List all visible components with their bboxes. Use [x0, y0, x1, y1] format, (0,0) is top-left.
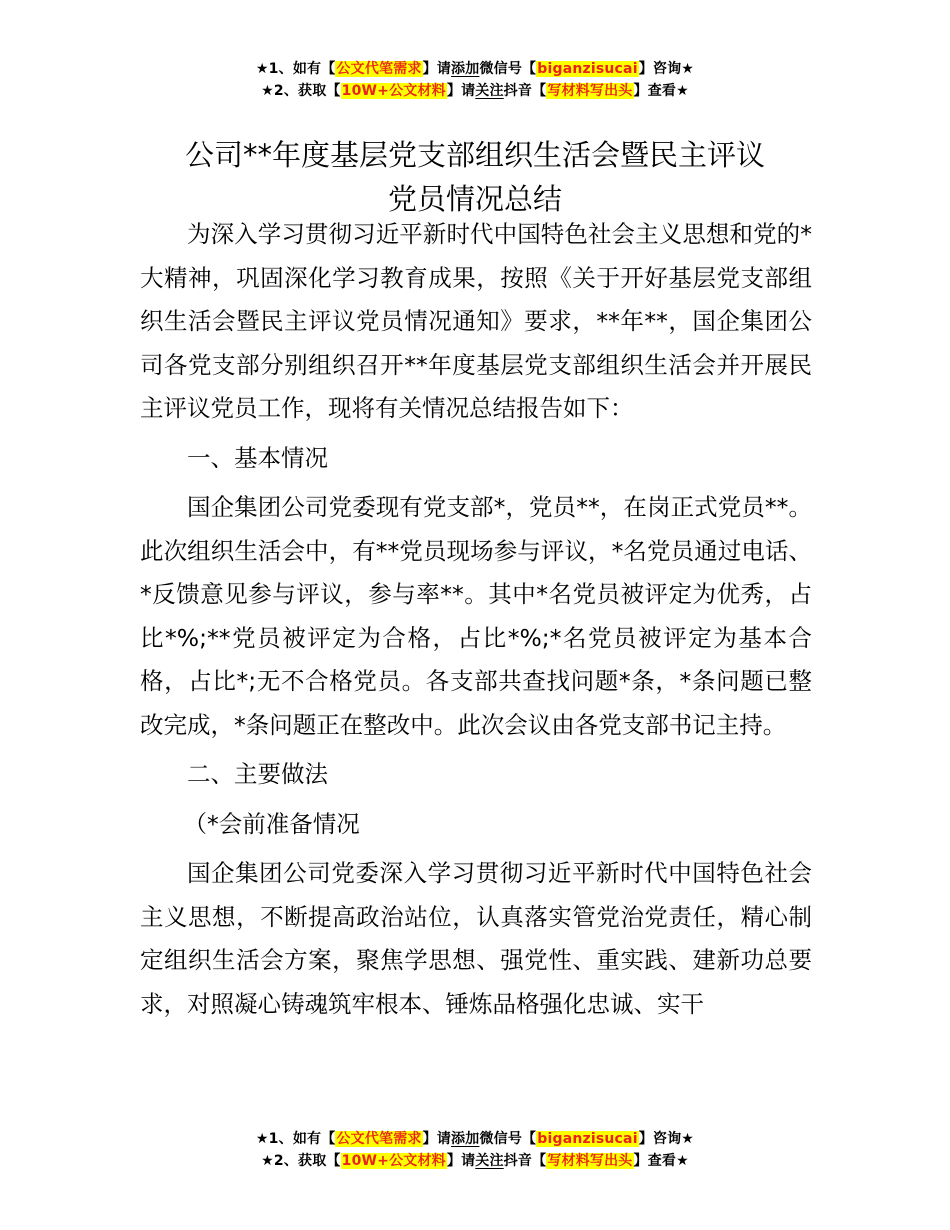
promo-text: 微信号【 — [479, 61, 537, 77]
promo-line-1 — [0, 58, 950, 80]
promo-text: 】查看★ — [633, 83, 689, 99]
promo-text: 】请 — [446, 83, 476, 99]
promo-underlined-text: 关注 — [475, 1153, 504, 1169]
promo-text: 抖音【 — [503, 83, 547, 99]
promo-line-2 — [0, 80, 950, 102]
promo-banner-top — [0, 58, 950, 102]
promo-text: ★1、如有【 — [255, 1131, 336, 1147]
promo-wechat-id: biganzisucai — [537, 61, 638, 77]
promo-text: 】请 — [422, 61, 452, 77]
promo-text: 】查看★ — [633, 1153, 689, 1169]
promo-underlined-text: 关注 — [475, 83, 504, 99]
section-heading-main-practices: 二、主要做法 — [187, 760, 328, 788]
intro-paragraph: 为深入学习贯彻习近平新时代中国特色社会主义思想和党的*大精神，巩固深化学习教育成果，按照《关于开好基层党支部组织生活会暨民主评议党员情况通知》要求，**年**，国企集团公司各党支部分别组织召开**年度基层党支部组织生活会并开展民主评议党员工作，现将有关情况总结报告如下： — [140, 220, 812, 422]
promo-text: 】请 — [446, 1153, 476, 1169]
promo-highlight: 10W+公文材料 — [341, 83, 446, 99]
promo-text: 】咨询★ — [638, 1131, 695, 1147]
promo-text: 】请 — [422, 1131, 452, 1147]
promo-banner-bottom — [0, 1128, 950, 1172]
section-heading-basic-situation: 一、基本情况 — [187, 443, 328, 472]
promo-douyin-id: 写材料写出头 — [547, 1153, 633, 1169]
promo-text: ★2、获取【 — [261, 83, 341, 99]
promo-line-1 — [0, 1128, 950, 1150]
promo-text: 抖音【 — [503, 1153, 547, 1169]
promo-douyin-id: 写材料写出头 — [547, 83, 633, 99]
promo-text: ★1、如有【 — [255, 61, 336, 77]
promo-text: 微信号【 — [479, 1131, 537, 1147]
document-title-line-1: 公司**年度基层党支部组织生活会暨民主评议 — [184, 138, 765, 173]
subsection-heading-preparation: （*会前准备情况 — [183, 809, 360, 838]
document-title — [130, 133, 820, 221]
promo-line-2 — [0, 1150, 950, 1172]
promo-highlight: 公文代笔需求 — [336, 61, 422, 77]
promo-text: 】咨询★ — [638, 61, 695, 77]
promo-wechat-id: biganzisucai — [537, 1131, 638, 1147]
promo-highlight: 公文代笔需求 — [336, 1131, 422, 1147]
promo-highlight: 10W+公文材料 — [341, 1153, 446, 1169]
preparation-paragraph: 国企集团公司党委深入学习贯彻习近平新时代中国特色社会主义思想，不断提高政治站位，认真落实管党治党责任，精心制定组织生活会方案，聚焦学思想、强党性、重实践、建新功总要求，对照凝心铸魂筑牢根本、锤炼品格强化忠诚、实干 — [140, 859, 812, 1018]
promo-underlined-text: 添加 — [451, 61, 480, 77]
document-title-line-2: 党员情况总结 — [387, 182, 562, 217]
basic-situation-paragraph: 国企集团公司党委现有党支部*，党员**，在岗正式党员**。此次组织生活会中，有**党员现场参与评议，*名党员通过电话、*反馈意见参与评议，参与率**。其中*名党员被评定为优秀，占比*%;**党员被评定为合格，占比*%;*名党员被评定为基本合格，占比*;无不合格党员。各支部共查找问题*条，*条问题已整改完成，*条问题正在整改中。此次会议由各党支部书记主持。 — [140, 493, 812, 739]
promo-text: ★2、获取【 — [261, 1153, 341, 1169]
document-body — [140, 213, 812, 1026]
promo-underlined-text: 添加 — [451, 1131, 480, 1147]
